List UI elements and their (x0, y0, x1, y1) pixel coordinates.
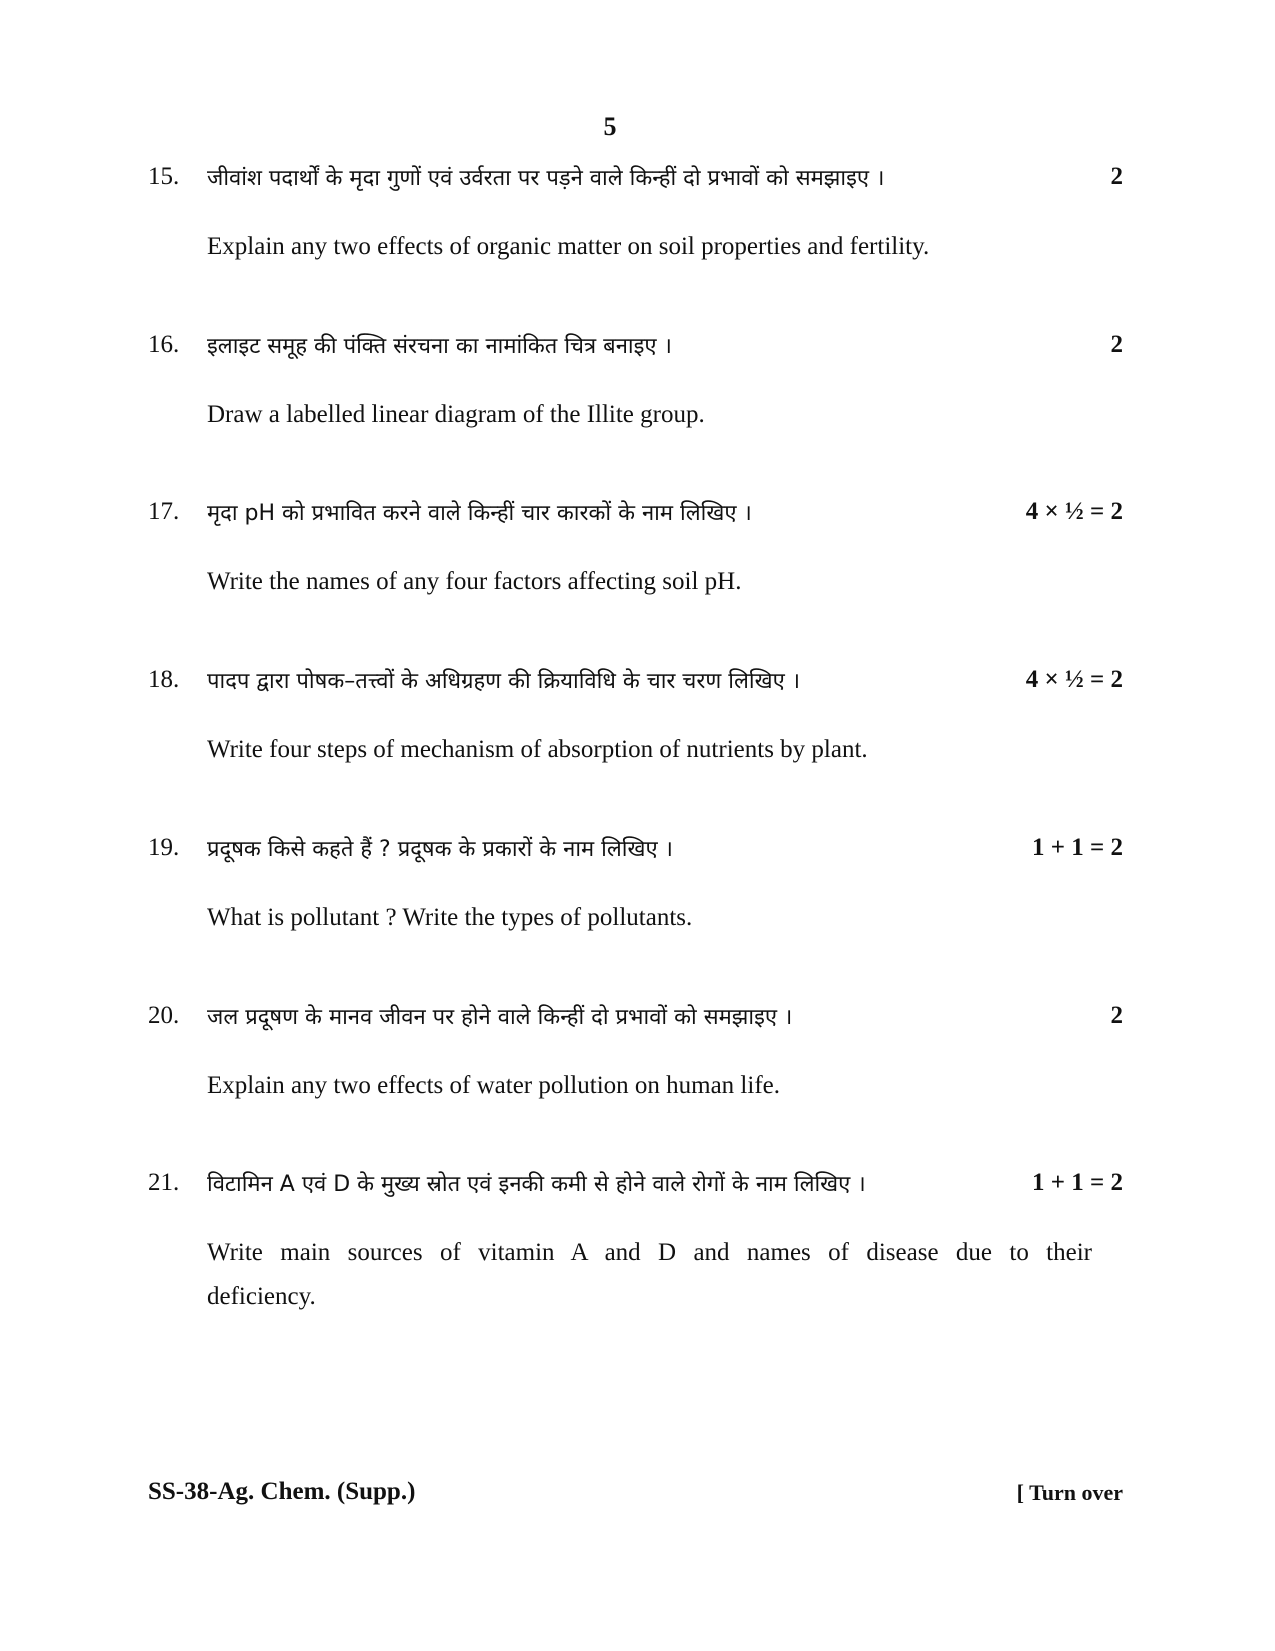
question-marks: 1 + 1 = 2 (1032, 1169, 1123, 1196)
question-text-hindi: प्रदूषक किसे कहते हैं ? प्रदूषक के प्रकारों के नाम लिखिए । (207, 837, 673, 862)
question-text-hindi: विटामिन A एवं D के मुख्य स्रोत एवं इनकी कमी से होने वाले रोगों के नाम लिखिए । (207, 1172, 866, 1197)
question-15 (148, 163, 1123, 269)
page-number: 5 (603, 112, 617, 141)
question-text-english: Write the names of any four factors affecting soil pH. (207, 568, 742, 595)
question-text-hindi: जीवांश पदार्थों के मृदा गुणों एवं उर्वरता पर पड़ने वाले किन्हीं दो प्रभावों को समझाइए । (207, 166, 885, 191)
question-number: 18. (148, 666, 180, 693)
question-marks: 2 (1110, 1002, 1123, 1029)
turn-over-label: [ Turn over (1016, 1480, 1123, 1505)
question-text-english: What is pollutant ? Write the types of pollutants. (207, 904, 693, 931)
question-text-hindi: मृदा pH को प्रभावित करने वाले किन्हीं चार कारकों के नाम लिखिए । (207, 501, 752, 526)
question-number: 16. (148, 331, 180, 358)
question-18 (148, 666, 1123, 772)
question-text-english: Explain any two effects of water pollution on human life. (207, 1072, 780, 1099)
question-number: 21. (148, 1169, 180, 1196)
question-17 (148, 498, 1123, 604)
question-number: 20. (148, 1002, 180, 1029)
question-marks: 2 (1110, 331, 1123, 358)
question-text-english: Explain any two effects of organic matter on soil properties and fertility. (207, 233, 930, 260)
question-19 (148, 834, 1123, 940)
question-text-english: Write four steps of mechanism of absorption of nutrients by plant. (207, 736, 868, 763)
question-number: 17. (148, 498, 180, 525)
paper-code: SS-38-Ag. Chem. (Supp.) (148, 1478, 416, 1505)
question-marks: 2 (1110, 163, 1123, 190)
question-text-hindi: जल प्रदूषण के मानव जीवन पर होने वाले किन्हीं दो प्रभावों को समझाइए । (207, 1005, 793, 1030)
question-20 (148, 1002, 1123, 1108)
question-text-hindi: पादप द्वारा पोषक–तत्त्वों के अधिग्रहण की क्रियाविधि के चार चरण लिखिए । (207, 669, 801, 694)
question-16 (148, 331, 1123, 437)
question-text-english: Write main sources of vitamin A and D and names of disease due to their deficiency. (207, 1239, 1092, 1310)
question-marks: 4 × ½ = 2 (1025, 666, 1123, 693)
question-text-hindi: इलाइट समूह की पंक्ति संरचना का नामांकित चित्र बनाइए । (207, 334, 672, 359)
question-marks: 4 × ½ = 2 (1025, 498, 1123, 525)
question-text-english: Draw a labelled linear diagram of the Illite group. (207, 401, 705, 428)
question-21 (148, 1169, 1123, 1319)
question-number: 19. (148, 834, 180, 861)
question-number: 15. (148, 163, 180, 190)
question-marks: 1 + 1 = 2 (1032, 834, 1123, 861)
